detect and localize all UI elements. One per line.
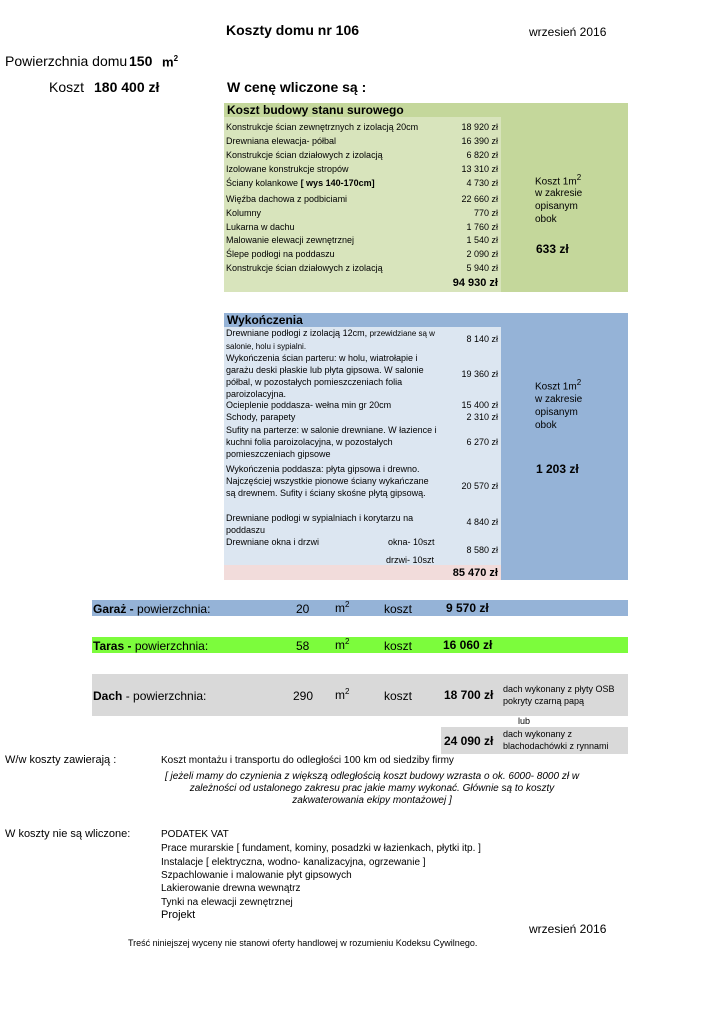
included-costs-text: Koszt montażu i transportu do odległości 100 km od siedziby firmy bbox=[161, 755, 454, 766]
roof-cost-label: koszt bbox=[384, 689, 413, 703]
raw-section-title: Koszt budowy stanu surowego bbox=[227, 103, 404, 117]
area-value: 150 bbox=[129, 53, 153, 69]
area-label: Powierzchnia domu bbox=[5, 53, 128, 69]
excluded-item: Szpachlowanie i malowanie płyt gipsowych bbox=[161, 870, 352, 881]
excluded-item: Instalacje [ elektryczna, wodno- kanalizacyjna, ogrzewanie ] bbox=[161, 857, 426, 868]
finish-row-value: 2 310 zł bbox=[466, 412, 498, 422]
roof-alt-note: dach wykonany z blachodachówki z rynnami bbox=[503, 729, 609, 751]
roof-area: 290 bbox=[293, 689, 314, 703]
raw-row-label: Kolumny bbox=[226, 208, 262, 218]
raw-row-value: 2 090 zł bbox=[466, 249, 498, 259]
roof-note: dach wykonany z płyty OSB pokryty czarną papą bbox=[503, 684, 615, 706]
finish-row-value: 20 570 zł bbox=[461, 481, 498, 491]
finish-section-total: 85 470 zł bbox=[452, 567, 498, 579]
raw-row-label: Drewniana elewacja- półbal bbox=[226, 136, 337, 146]
area-unit: $m^2$ bbox=[162, 54, 179, 70]
raw-side-value: 633 zł bbox=[536, 242, 569, 256]
doors-count: drzwi- 10szt bbox=[386, 555, 435, 565]
raw-side-label: Koszt $1m^2$ bbox=[535, 173, 582, 188]
finish-section-side-panel bbox=[501, 313, 628, 580]
finish-side-label: Koszt $1m^2$ bbox=[535, 378, 582, 393]
raw-row-value: 16 390 zł bbox=[461, 136, 498, 146]
included-title: W cenę wliczone są : bbox=[227, 79, 367, 95]
raw-row-value: 5 940 zł bbox=[466, 263, 498, 273]
finish-side-label: w zakresie bbox=[535, 394, 583, 405]
raw-row-value: 770 zł bbox=[473, 208, 498, 218]
included-costs-label: W/w koszty zawierają : bbox=[5, 754, 117, 766]
terrace-area: 58 bbox=[296, 639, 310, 653]
roof-alt-cost: 24 090 zł bbox=[444, 734, 494, 748]
raw-row-value: 22 660 zł bbox=[461, 194, 498, 204]
raw-row-value: 13 310 zł bbox=[461, 164, 498, 174]
garage-unit: $m^2$ bbox=[335, 600, 350, 615]
terrace-label: Taras - powierzchnia: bbox=[93, 639, 209, 653]
excluded-costs-label: W koszty nie są wliczone: bbox=[5, 828, 131, 840]
finish-side-value: 1 203 zł bbox=[536, 462, 579, 476]
raw-row-label: Ściany kolankowe [ wys 140-170cm] bbox=[226, 178, 375, 188]
finish-row-label: Drewniane okna i drzwi bbox=[226, 537, 320, 547]
finish-row-value: 8 580 zł bbox=[466, 545, 498, 555]
excluded-item: PODATEK VAT bbox=[161, 829, 229, 840]
raw-side-label: w zakresie bbox=[535, 188, 583, 199]
windows-count: okna- 10szt bbox=[388, 537, 435, 547]
garage-cost-label: koszt bbox=[384, 602, 413, 616]
raw-side-label: obok bbox=[535, 214, 557, 225]
raw-row-value: 18 920 zł bbox=[461, 122, 498, 132]
excluded-item: Projekt bbox=[161, 909, 196, 921]
finish-row-value: 4 840 zł bbox=[466, 517, 498, 527]
terrace-cost-label: koszt bbox=[384, 639, 413, 653]
raw-row-label: Lukarna w dachu bbox=[226, 222, 295, 232]
finish-row-value: 19 360 zł bbox=[461, 369, 498, 379]
finish-row-value: 6 270 zł bbox=[466, 437, 498, 447]
included-costs-note: [ jeżeli mamy do czynienia z większą odległością koszt budowy wzrasta o ok. 6000- 8000 zł w zależności od ustalonego zakresu prac jakie mamy wykonać. Głównie są to koszty zakwaterowania ekipy montażowej ] bbox=[164, 771, 580, 806]
roof-label: Dach - powierzchnia: bbox=[93, 689, 207, 703]
raw-row-label: Ślepe podłogi na poddaszu bbox=[226, 249, 335, 259]
raw-row-value: 1 540 zł bbox=[466, 235, 498, 245]
raw-row-value: 6 820 zł bbox=[466, 150, 498, 160]
finish-section-title: Wykończenia bbox=[227, 313, 303, 327]
header-date: wrzesień 2016 bbox=[529, 25, 607, 39]
terrace-unit: $m^2$ bbox=[335, 637, 350, 652]
finish-row-value: 8 140 zł bbox=[466, 334, 498, 344]
garage-cost: 9 570 zł bbox=[446, 601, 489, 615]
cost-value: 180 400 zł bbox=[94, 79, 160, 95]
raw-row-label: Konstrukcje ścian zewnętrznych z izolacją 20cm bbox=[226, 122, 419, 132]
roof-unit: $m^2$ bbox=[335, 687, 350, 702]
raw-side-label: opisanym bbox=[535, 201, 578, 212]
footer-date: wrzesień 2016 bbox=[529, 922, 607, 936]
excluded-item: Prace murarskie [ fundament, kominy, posadzki w łazienkach, płytki itp. ] bbox=[161, 843, 481, 854]
raw-row-value: 4 730 zł bbox=[466, 178, 498, 188]
finish-row-label: Sufity na parterze: w salonie drewniane. W łazience i kuchni folia paroizolacyjna, w pozostałych pomieszczeniach gipsowe bbox=[226, 425, 437, 459]
footer-disclaimer: Treść niniejszej wyceny nie stanowi oferty handlowej w rozumieniu Kodeksu Cywilnego. bbox=[128, 938, 478, 948]
finish-side-label: obok bbox=[535, 420, 557, 431]
finish-row-label: Drewniane podłogi w sypialniach i korytarzu na poddaszu bbox=[226, 513, 414, 535]
cost-label: Koszt bbox=[49, 79, 85, 95]
finish-row-label: Ocieplenie poddasza- wełna min gr 20cm bbox=[226, 400, 392, 410]
finish-side-label: opisanym bbox=[535, 407, 578, 418]
raw-section-total: 94 930 zł bbox=[452, 277, 498, 289]
excluded-item: Tynki na elewacji zewnętrznej bbox=[161, 897, 293, 908]
finish-row-label: Drewniane podłogi z izolacją 12cm, przewidziane są w salonie, holu i sypialni. bbox=[226, 328, 435, 351]
page-title: Koszty domu nr 106 bbox=[226, 22, 360, 38]
raw-row-label: Konstrukcje ścian działowych z izolacją bbox=[226, 150, 383, 160]
terrace-cost: 16 060 zł bbox=[443, 638, 493, 652]
raw-row-value: 1 760 zł bbox=[466, 222, 498, 232]
finish-row-value: 15 400 zł bbox=[461, 400, 498, 410]
raw-row-label: Konstrukcje ścian działowych z izolacją bbox=[226, 263, 383, 273]
raw-row-label: Więźba dachowa z podbiciami bbox=[226, 194, 348, 204]
finish-row-label: Schody, parapety bbox=[226, 412, 296, 422]
raw-row-label: Malowanie elewacji zewnętrznej bbox=[226, 235, 355, 245]
raw-row-label: Izolowane konstrukcje stropów bbox=[226, 164, 349, 174]
finish-row-label: Wykończenia poddasza: płyta gipsowa i drewno. Najczęściej wszystkie pionowe ściany wykańczane są drewnem. Sufity i ściany skośne płytą gipsową. bbox=[226, 464, 429, 498]
roof-or: lub bbox=[518, 716, 531, 726]
garage-area: 20 bbox=[296, 602, 310, 616]
finish-row-label: Wykończenia ścian parteru: w holu, wiatrołapie i garażu deski płaskie lub płyta gipsowa. W salonie półbal, w pozostałych pomieszczeniach folia paroizolacyjna. bbox=[226, 353, 424, 399]
roof-cost: 18 700 zł bbox=[444, 688, 494, 702]
excluded-item: Lakierowanie drewna wewnątrz bbox=[161, 883, 301, 894]
garage-label: Garaż - powierzchnia: bbox=[93, 602, 211, 616]
